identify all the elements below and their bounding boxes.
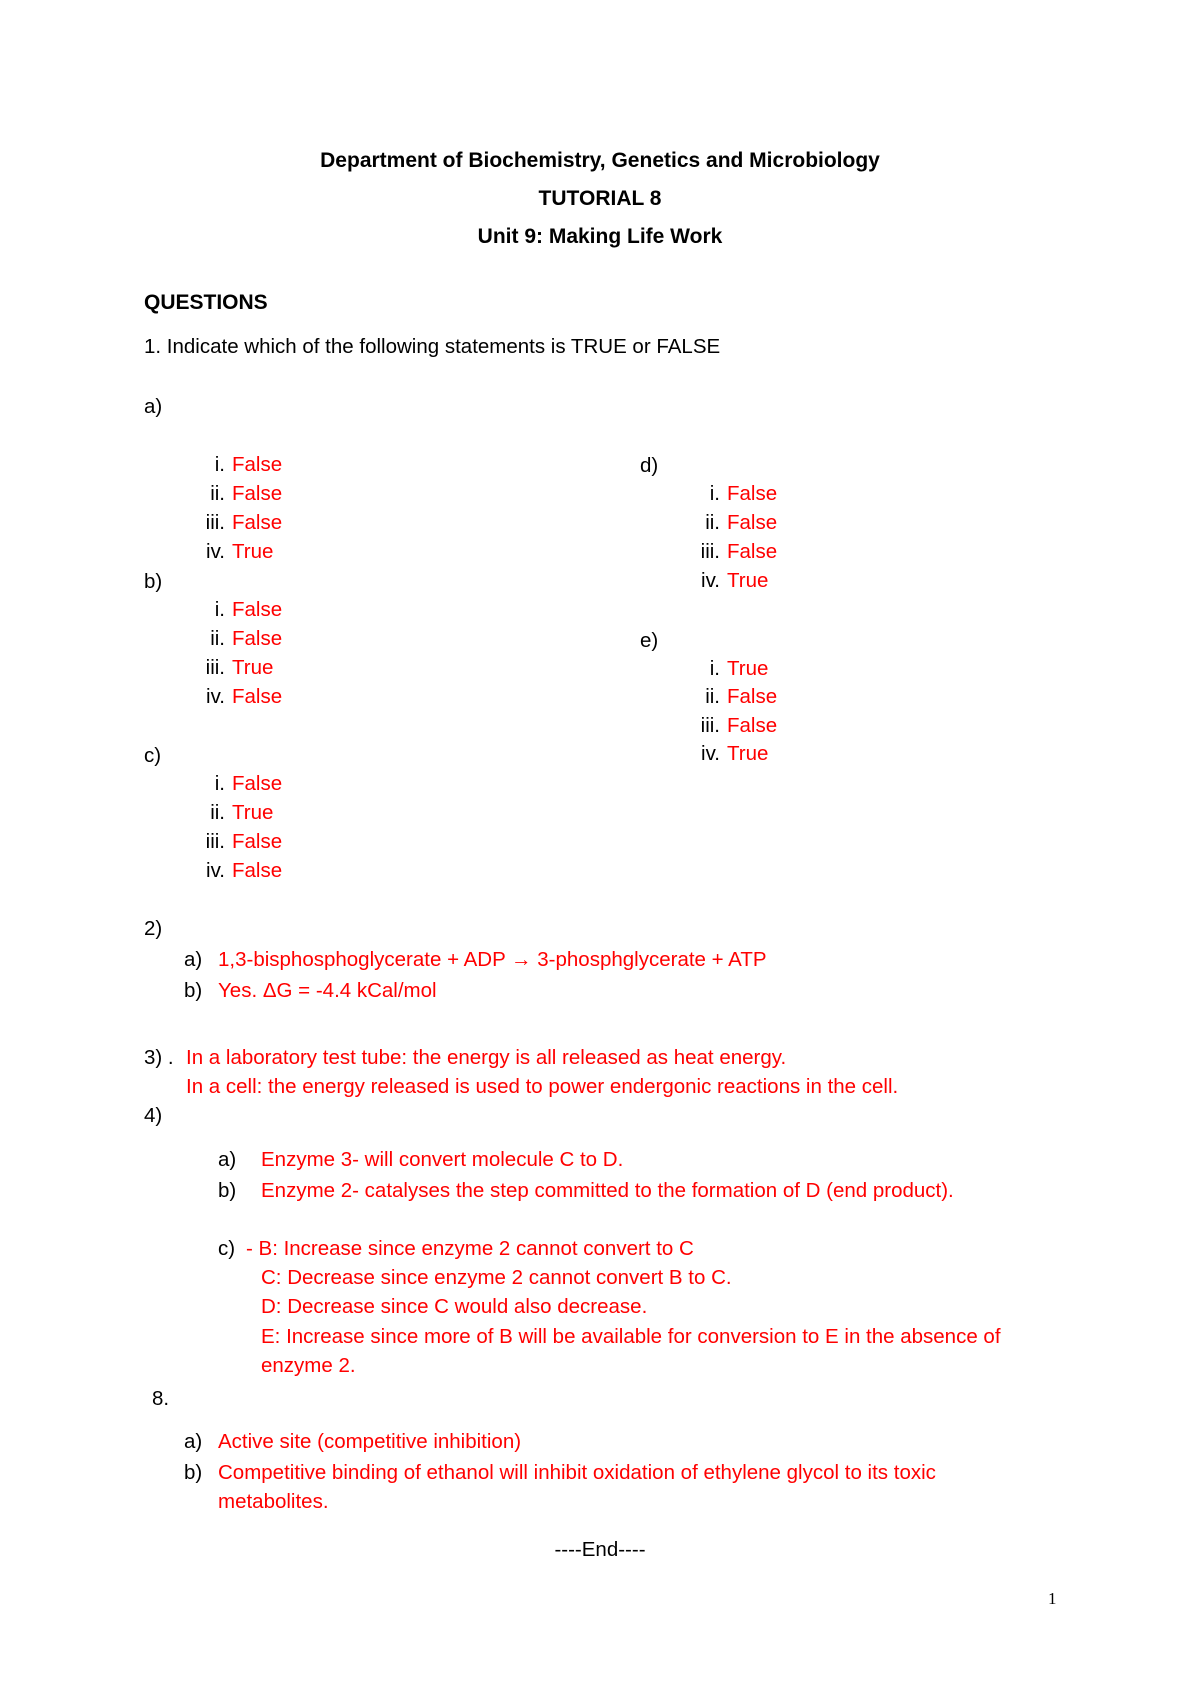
q1e-i-answer: True [727, 657, 769, 680]
q1e-iv-num: iv. [701, 742, 720, 765]
q1a-ii-num: ii. [210, 482, 225, 505]
q1d-iv-answer: True [727, 569, 769, 592]
q1d-i-answer: False [727, 482, 778, 505]
q2a-answer: 1,3-bisphosphoglycerate + ADP → 3-phosphglycerate + ATP [218, 948, 767, 971]
q4c-line1: - B: Increase since enzyme 2 cannot convert to C [246, 1237, 694, 1260]
q1d-iii-answer: False [727, 540, 778, 563]
q8a-label: a) [184, 1430, 203, 1453]
q1-part-e-label: e) [640, 629, 659, 652]
q1c-i-num: i. [214, 772, 225, 795]
q1d-iv-num: iv. [701, 569, 720, 592]
q4a-answer: Enzyme 3- will convert molecule C to D. [261, 1148, 624, 1171]
q4c-line2: C: Decrease since enzyme 2 cannot convert B to C. [261, 1266, 732, 1289]
q1b-iii-answer: True [232, 656, 274, 679]
q1c-iii-answer: False [232, 830, 283, 853]
q1e-iv-answer: True [727, 742, 769, 765]
q3-answer-line1: In a laboratory test tube: the energy is all released as heat energy. [186, 1046, 787, 1069]
q8b-answer-line1: Competitive binding of ethanol will inhibit oxidation of ethylene glycol to its toxic [218, 1461, 936, 1484]
q1c-i-answer: False [232, 772, 283, 795]
q1d-i-num: i. [709, 482, 720, 505]
q1e-iii-num: iii. [700, 714, 720, 737]
page-number: 1 [1048, 1589, 1057, 1608]
q4c-line3: D: Decrease since C would also decrease. [261, 1295, 648, 1318]
q1c-iii-num: iii. [205, 830, 225, 853]
q2-label: 2) [144, 917, 163, 940]
q1a-ii-answer: False [232, 482, 283, 505]
q4c-line5: enzyme 2. [261, 1354, 356, 1377]
q1b-iii-num: iii. [205, 656, 225, 679]
q1d-ii-num: ii. [705, 511, 720, 534]
q4-label: 4) [144, 1104, 163, 1127]
q1a-i-answer: False [232, 453, 283, 476]
q4c-line4: E: Increase since more of B will be available for conversion to E in the absence of [261, 1325, 1001, 1348]
department-title: Department of Biochemistry, Genetics and Microbiology [320, 149, 880, 172]
q1a-iii-answer: False [232, 511, 283, 534]
q1b-iv-num: iv. [206, 685, 225, 708]
q1a-iv-answer: True [232, 540, 274, 563]
q1-part-c-label: c) [144, 744, 162, 767]
q2b-label: b) [184, 979, 203, 1002]
q1-part-d-label: d) [640, 454, 659, 477]
q3-answer-line2: In a cell: the energy released is used to power endergonic reactions in the cell. [186, 1075, 899, 1098]
q1a-iv-num: iv. [206, 540, 225, 563]
unit-title: Unit 9: Making Life Work [477, 225, 723, 248]
q1c-iv-answer: False [232, 859, 283, 882]
q1e-iii-answer: False [727, 714, 778, 737]
q1-part-a-label: a) [144, 395, 163, 418]
q2a-label: a) [184, 948, 203, 971]
q1a-i-num: i. [214, 453, 225, 476]
q8b-label: b) [184, 1461, 203, 1484]
q1-prompt: 1. Indicate which of the following statements is TRUE or FALSE [144, 335, 721, 358]
q1a-iii-num: iii. [205, 511, 225, 534]
q1e-ii-num: ii. [705, 685, 720, 708]
q1b-iv-answer: False [232, 685, 283, 708]
q8a-answer: Active site (competitive inhibition) [218, 1430, 522, 1453]
q1c-iv-num: iv. [206, 859, 225, 882]
q4c-label: c) [218, 1237, 236, 1260]
q8b-answer-line2: metabolites. [218, 1490, 329, 1513]
q1b-i-num: i. [214, 598, 225, 621]
q1-part-b-label: b) [144, 570, 163, 593]
end-marker: ----End---- [554, 1538, 646, 1561]
q8-label: 8. [152, 1387, 170, 1410]
q1c-ii-answer: True [232, 801, 274, 824]
q3-label: 3) . [144, 1046, 174, 1069]
q1b-i-answer: False [232, 598, 283, 621]
q2b-answer: Yes. ΔG = -4.4 kCal/mol [218, 979, 437, 1002]
tutorial-title: TUTORIAL 8 [538, 187, 662, 210]
q1e-ii-answer: False [727, 685, 778, 708]
q1d-iii-num: iii. [700, 540, 720, 563]
q4b-answer: Enzyme 2- catalyses the step committed to the formation of D (end product). [261, 1179, 954, 1202]
q4b-label: b) [218, 1179, 237, 1202]
q1c-ii-num: ii. [210, 801, 225, 824]
q1d-ii-answer: False [727, 511, 778, 534]
q1e-i-num: i. [709, 657, 720, 680]
q1b-ii-num: ii. [210, 627, 225, 650]
questions-heading: QUESTIONS [144, 291, 268, 314]
q1b-ii-answer: False [232, 627, 283, 650]
q4a-label: a) [218, 1148, 237, 1171]
